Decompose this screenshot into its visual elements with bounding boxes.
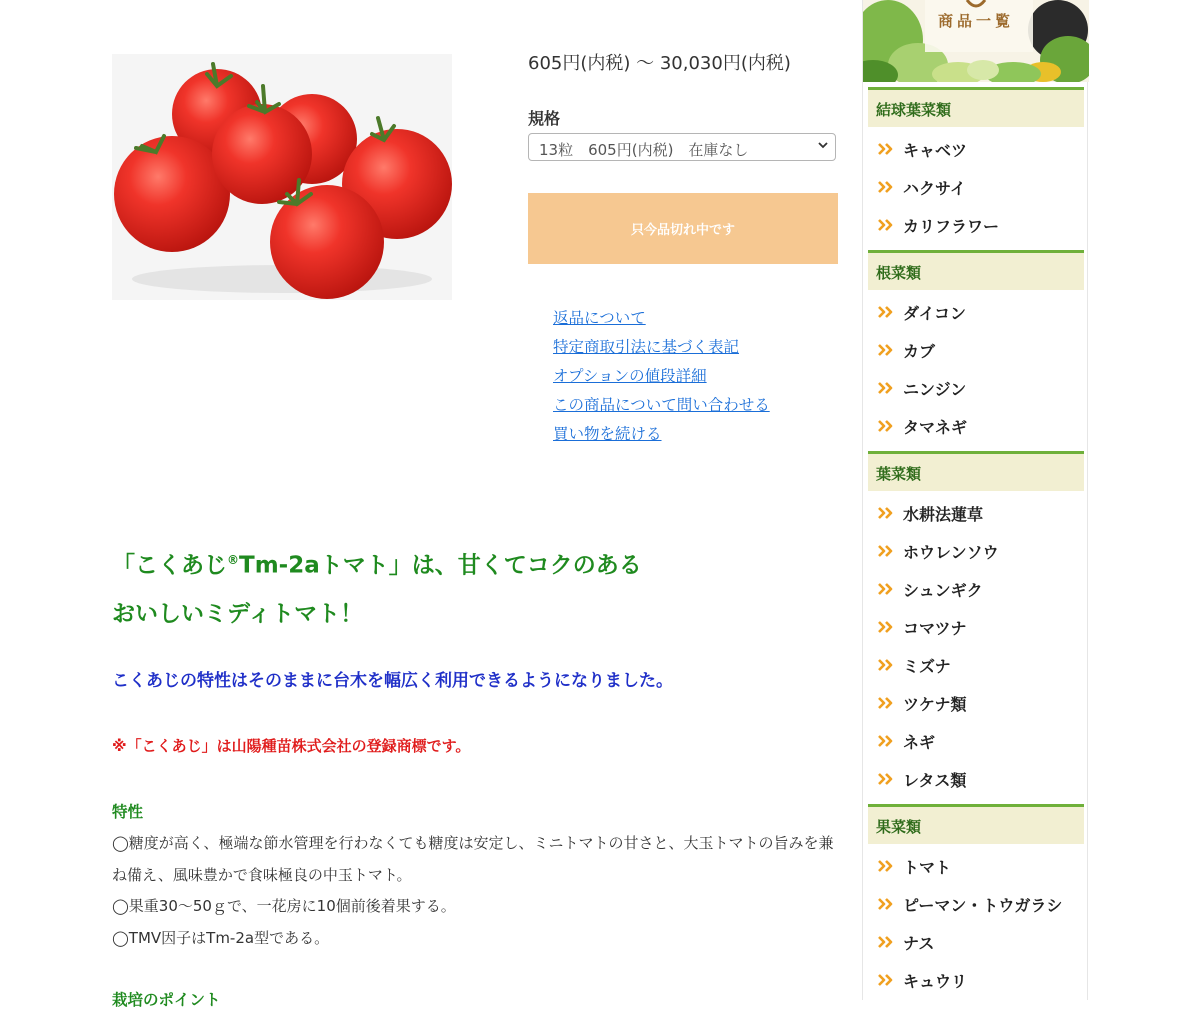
- category-link[interactable]: [877, 172, 966, 202]
- double-chevron-right-icon: [877, 734, 895, 748]
- category-link[interactable]: [877, 726, 935, 756]
- double-chevron-right-icon: [877, 506, 895, 520]
- link-commerce-law[interactable]: 特定商取引法に基づく表記: [553, 338, 740, 356]
- trademark-note: ※「こくあじ」は山陽種苗株式会社の登録商標です。: [112, 737, 471, 755]
- category-link-label: シュンギク: [903, 580, 983, 600]
- double-chevron-right-icon: [877, 381, 895, 395]
- category-link-label: タマネギ: [903, 417, 968, 437]
- double-chevron-right-icon: [877, 772, 895, 786]
- category-header: 結球葉菜類: [868, 87, 1084, 127]
- double-chevron-right-icon: [877, 973, 895, 987]
- category-link[interactable]: [877, 965, 967, 995]
- link-inquiry[interactable]: この商品について問い合わせる: [553, 396, 770, 414]
- category-link[interactable]: [877, 373, 966, 403]
- category-link[interactable]: [877, 210, 999, 240]
- category-link[interactable]: [877, 650, 951, 680]
- double-chevron-right-icon: [877, 180, 895, 194]
- sidebar-banner[interactable]: [863, 0, 1089, 82]
- features-list: [112, 828, 837, 954]
- features-title: 特性: [112, 803, 144, 821]
- category-header: 葉菜類: [868, 451, 1084, 491]
- category-link[interactable]: [877, 411, 967, 441]
- chevron-down-icon: [817, 138, 829, 152]
- category-link-label: ミズナ: [903, 656, 951, 676]
- soldout-button[interactable]: 只今品切れ中です: [528, 193, 838, 264]
- banner-title: 商品一覧: [937, 12, 1014, 30]
- category-link-label: ニンジン: [903, 379, 967, 399]
- category-link-label: ダイコン: [903, 303, 967, 323]
- category-header: 果菜類: [868, 804, 1084, 844]
- category-link-label: ネギ: [903, 732, 936, 752]
- category-link-label: ハクサイ: [903, 178, 966, 198]
- link-continue-shopping[interactable]: 買い物を続ける: [553, 425, 662, 443]
- category-link-label: ナス: [903, 933, 935, 953]
- link-returns[interactable]: 返品について: [553, 309, 646, 327]
- product-image: [112, 54, 452, 300]
- double-chevron-right-icon: [877, 142, 895, 156]
- category-link-label: トマト: [903, 857, 952, 877]
- category-link-label: 水耕法蓮草: [903, 504, 984, 524]
- category-link-label: カブ: [903, 341, 936, 361]
- category-link[interactable]: [877, 536, 999, 566]
- category-link[interactable]: [877, 612, 967, 642]
- category-link-label: キャベツ: [903, 140, 968, 160]
- spec-selected-value: 13粒 605円(内税) 在庫なし: [539, 141, 749, 159]
- category-header: 根菜類: [868, 250, 1084, 290]
- category-link-label: ツケナ類: [903, 694, 967, 714]
- spec-label: 規格: [528, 109, 561, 128]
- double-chevron-right-icon: [877, 544, 895, 558]
- category-link[interactable]: [877, 335, 935, 365]
- product-links: [553, 304, 770, 449]
- double-chevron-right-icon: [877, 419, 895, 433]
- cultivation-title: 栽培のポイント: [112, 991, 221, 1009]
- feature-item: ◯果重30〜50ｇで、一花房に10個前後着果する。: [112, 897, 456, 915]
- category-link[interactable]: [877, 688, 967, 718]
- spec-select[interactable]: [528, 133, 836, 161]
- category-link[interactable]: [877, 851, 951, 881]
- product-headline: 「こくあじ®Tm-2aトマト」は、甘くてコクのある おいしいミディトマト！: [112, 552, 642, 627]
- category-link[interactable]: [877, 498, 983, 528]
- category-link[interactable]: [877, 297, 966, 327]
- price-range: 605円(内税) 〜 30,030円(内税): [528, 53, 791, 74]
- double-chevron-right-icon: [877, 305, 895, 319]
- category-link-label: ホウレンソウ: [903, 542, 999, 562]
- category-sidebar: [862, 0, 1088, 1000]
- double-chevron-right-icon: [877, 343, 895, 357]
- link-option-price[interactable]: オプションの値段詳細: [553, 367, 707, 385]
- double-chevron-right-icon: [877, 696, 895, 710]
- double-chevron-right-icon: [877, 218, 895, 232]
- category-link[interactable]: [877, 927, 934, 957]
- double-chevron-right-icon: [877, 658, 895, 672]
- category-link[interactable]: [877, 764, 966, 794]
- feature-item: ◯糖度が高く、極端な節水管理を行わなくても糖度は安定し、ミニトマトの甘さと、大玉トマトの旨みを兼ね備え、風味豊かで食味極良の中玉トマト。: [112, 834, 834, 884]
- feature-item: ◯TMV因子はTm-2a型である。: [112, 928, 330, 947]
- category-link-label: レタス類: [903, 770, 967, 790]
- category-link[interactable]: [877, 574, 983, 604]
- category-link-label: キュウリ: [903, 971, 968, 991]
- category-link-label: カリフラワー: [903, 216, 1000, 236]
- double-chevron-right-icon: [877, 582, 895, 596]
- double-chevron-right-icon: [877, 859, 895, 873]
- product-subhead: こくあじの特性はそのままに台木を幅広く利用できるようになりました。: [112, 671, 673, 691]
- category-link[interactable]: [877, 134, 967, 164]
- category-link-label: コマツナ: [903, 618, 967, 638]
- double-chevron-right-icon: [877, 620, 895, 634]
- double-chevron-right-icon: [877, 935, 895, 949]
- double-chevron-right-icon: [877, 897, 895, 911]
- category-link[interactable]: [877, 889, 1062, 919]
- category-link-label: ピーマン・トウガラシ: [903, 895, 1063, 915]
